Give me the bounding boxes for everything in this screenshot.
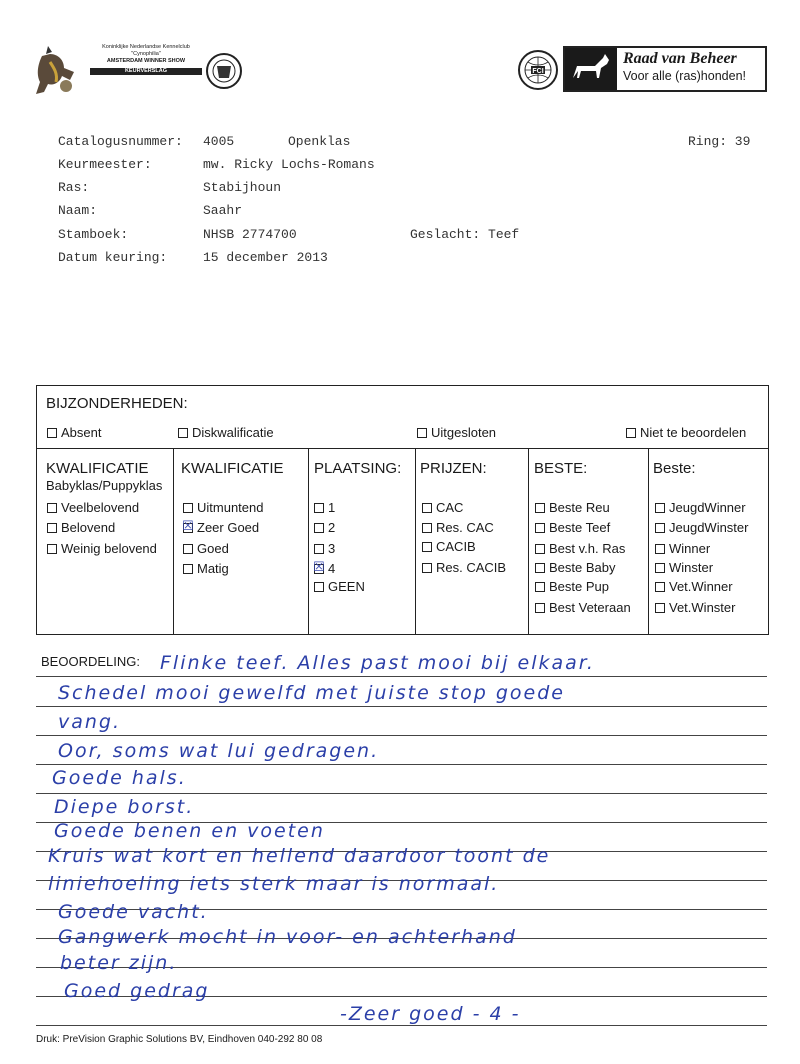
- checkbox[interactable]: [183, 544, 193, 554]
- raad-subtitle: Voor alle (ras)honden!: [623, 69, 746, 83]
- absent-checkbox[interactable]: [47, 428, 57, 438]
- diskwalificatie-option[interactable]: Diskwalificatie: [178, 425, 274, 440]
- cacib-option[interactable]: CACIB: [422, 539, 476, 554]
- checkbox-checked[interactable]: [182, 519, 194, 534]
- handwritten-line: -Zeer goed - 4 -: [340, 1003, 521, 1025]
- matig-option[interactable]: Matig: [183, 561, 229, 576]
- stamboek-label: Stamboek:: [58, 227, 129, 242]
- veelbelovend-option[interactable]: Veelbelovend: [47, 500, 139, 515]
- checkbox[interactable]: [655, 582, 665, 592]
- beoordeling-label: BEOORDELING:: [41, 654, 140, 669]
- checkbox[interactable]: [47, 523, 57, 533]
- checkbox-checked[interactable]: [313, 560, 325, 575]
- checkbox[interactable]: [183, 503, 193, 513]
- checkbox[interactable]: [535, 582, 545, 592]
- handwritten-line: Goed gedrag: [64, 980, 210, 1002]
- checkbox[interactable]: [47, 544, 57, 554]
- keurmeester-value: mw. Ricky Lochs-Romans: [203, 157, 375, 172]
- checkbox[interactable]: [314, 582, 324, 592]
- plaatsing-geen-option[interactable]: GEEN: [314, 579, 365, 594]
- weinig-belovend-option[interactable]: Weinig belovend: [47, 541, 157, 556]
- handwritten-line: liniehoeling iets sterk maar is normaal.: [48, 873, 500, 895]
- col2-header: KWALIFICATIE: [181, 460, 284, 477]
- col5-header: BESTE:: [534, 460, 588, 477]
- best-veteraan-option[interactable]: Best Veteraan: [535, 600, 631, 615]
- raad-van-beheer-logo: [563, 46, 767, 92]
- uitgesloten-checkbox[interactable]: [417, 428, 427, 438]
- checkbox[interactable]: [535, 544, 545, 554]
- check-mark-icon: ☒: [313, 560, 325, 575]
- jeugdwinster-option[interactable]: JeugdWinster: [655, 520, 748, 535]
- divider: [173, 448, 174, 634]
- uitmuntend-option[interactable]: Uitmuntend: [183, 500, 263, 515]
- kennelclub-logo: [30, 42, 82, 100]
- ruled-line: [36, 793, 767, 794]
- datum-label: Datum keuring:: [58, 250, 168, 265]
- fci-seal: [517, 49, 559, 91]
- beste-reu-option[interactable]: Beste Reu: [535, 500, 610, 515]
- col3-header: PLAATSING:: [314, 460, 402, 477]
- handwritten-line: Kruis wat kort en hellend daardoor toont de: [48, 845, 551, 867]
- footer-printer: Druk: PreVision Graphic Solutions BV, Eindhoven 040-292 80 08: [36, 1034, 323, 1045]
- check-mark-icon: ☒: [182, 519, 194, 534]
- ruled-line: [36, 676, 767, 677]
- handwritten-line: Oor, soms wat lui gedragen.: [58, 740, 380, 762]
- checkbox[interactable]: [655, 523, 665, 533]
- checkbox[interactable]: [535, 603, 545, 613]
- stamboek-value: NHSB 2774700: [203, 227, 297, 242]
- checkbox[interactable]: [47, 503, 57, 513]
- checkbox[interactable]: [422, 563, 432, 573]
- klas-value: Openklas: [288, 134, 351, 149]
- checkbox[interactable]: [655, 563, 665, 573]
- report-label: KEURVERSLAG: [90, 68, 202, 75]
- winner-option[interactable]: Winner: [655, 541, 710, 556]
- diskwalificatie-checkbox[interactable]: [178, 428, 188, 438]
- checkbox[interactable]: [422, 523, 432, 533]
- col6-header: Beste:: [653, 460, 696, 477]
- dog-icon: [565, 48, 617, 90]
- naam-value: Saahr: [203, 203, 243, 218]
- goed-option[interactable]: Goed: [183, 541, 229, 556]
- ruled-line: [36, 764, 767, 765]
- plaatsing-1-option[interactable]: 1: [314, 500, 335, 515]
- checkbox[interactable]: [422, 542, 432, 552]
- beste-baby-option[interactable]: Beste Baby: [535, 560, 616, 575]
- zeer-goed-option[interactable]: ☒ Zeer Goed: [182, 519, 260, 535]
- raad-title: Raad van Beheer: [623, 50, 737, 67]
- club-name: Koninklijke Nederlandse Kennelclub: [102, 44, 190, 50]
- keurmeester-label: Keurmeester:: [58, 157, 152, 172]
- absent-option[interactable]: Absent: [47, 425, 101, 440]
- handwritten-line: Flinke teef. Alles past mooi bij elkaar.: [160, 652, 595, 674]
- plaatsing-3-option[interactable]: 3: [314, 541, 335, 556]
- amsterdam-seal: [205, 52, 243, 90]
- checkbox[interactable]: [314, 544, 324, 554]
- ring-value: Ring: 39: [688, 134, 751, 149]
- beste-pup-option[interactable]: Beste Pup: [535, 579, 609, 594]
- handwritten-line: vang.: [58, 711, 122, 733]
- handwritten-line: Schedel mooi gewelfd met juiste stop goede: [58, 682, 565, 704]
- handwritten-line: Goede hals.: [52, 767, 187, 789]
- res-cac-option[interactable]: Res. CAC: [422, 520, 494, 535]
- catalogus-label: Catalogusnummer:: [58, 134, 183, 149]
- ruled-line: [36, 706, 767, 707]
- vet-winner-option[interactable]: Vet.Winner: [655, 579, 733, 594]
- ruled-line: [36, 735, 767, 736]
- checkbox[interactable]: [183, 564, 193, 574]
- divider: [37, 448, 768, 449]
- catalogus-value: 4005: [203, 134, 235, 149]
- bijzonderheden-heading: BIJZONDERHEDEN:: [46, 395, 188, 412]
- kennelclub-text: [90, 44, 202, 75]
- winster-option[interactable]: Winster: [655, 560, 713, 575]
- belovend-option[interactable]: Belovend: [47, 520, 115, 535]
- handwritten-line: Gangwerk mocht in voor- en achterhand: [58, 926, 517, 948]
- ras-value: Stabijhoun: [203, 180, 282, 195]
- checkbox[interactable]: [535, 523, 545, 533]
- checkbox[interactable]: [655, 603, 665, 613]
- club-subname: "Cynophilia": [131, 51, 161, 57]
- cac-option[interactable]: CAC: [422, 500, 463, 515]
- judging-form: [36, 385, 769, 635]
- niet-beoordelen-checkbox[interactable]: [626, 428, 636, 438]
- best-vh-ras-option[interactable]: Best v.h. Ras: [535, 541, 625, 556]
- vet-winster-option[interactable]: Vet.Winster: [655, 600, 735, 615]
- checkbox[interactable]: [535, 563, 545, 573]
- checkbox[interactable]: [314, 523, 324, 533]
- col1-subheader: Babyklas/Puppyklas: [46, 478, 163, 493]
- handwritten-line: beter zijn.: [60, 952, 178, 974]
- handwritten-line: Goede vacht.: [58, 901, 209, 923]
- ras-label: Ras:: [58, 180, 90, 195]
- checkbox[interactable]: [655, 503, 665, 513]
- fci-seal-text: FCI: [532, 68, 544, 75]
- naam-label: Naam:: [58, 203, 98, 218]
- checkbox[interactable]: [535, 503, 545, 513]
- handwritten-line: Goede benen en voeten: [54, 820, 325, 842]
- checkbox[interactable]: [422, 503, 432, 513]
- uitgesloten-option[interactable]: Uitgesloten: [417, 425, 496, 440]
- col4-header: PRIJZEN:: [420, 460, 487, 477]
- checkbox[interactable]: [655, 544, 665, 554]
- datum-value: 15 december 2013: [203, 250, 328, 265]
- beste-teef-option[interactable]: Beste Teef: [535, 520, 610, 535]
- divider: [528, 448, 529, 634]
- jeugdwinner-option[interactable]: JeugdWinner: [655, 500, 746, 515]
- divider: [308, 448, 309, 634]
- res-cacib-option[interactable]: Res. CACIB: [422, 560, 506, 575]
- divider: [648, 448, 649, 634]
- col1-header: KWALIFICATIE: [46, 460, 149, 477]
- divider: [415, 448, 416, 634]
- handwritten-line: Diepe borst.: [54, 796, 195, 818]
- geslacht-value: Geslacht: Teef: [410, 227, 520, 242]
- show-name: AMSTERDAM WINNER SHOW: [106, 58, 186, 64]
- ruled-line: [36, 1025, 767, 1026]
- niet-beoordelen-option[interactable]: Niet te beoordelen: [626, 425, 746, 440]
- checkbox[interactable]: [314, 503, 324, 513]
- plaatsing-4-option[interactable]: ☒ 4: [313, 560, 336, 576]
- plaatsing-2-option[interactable]: 2: [314, 520, 335, 535]
